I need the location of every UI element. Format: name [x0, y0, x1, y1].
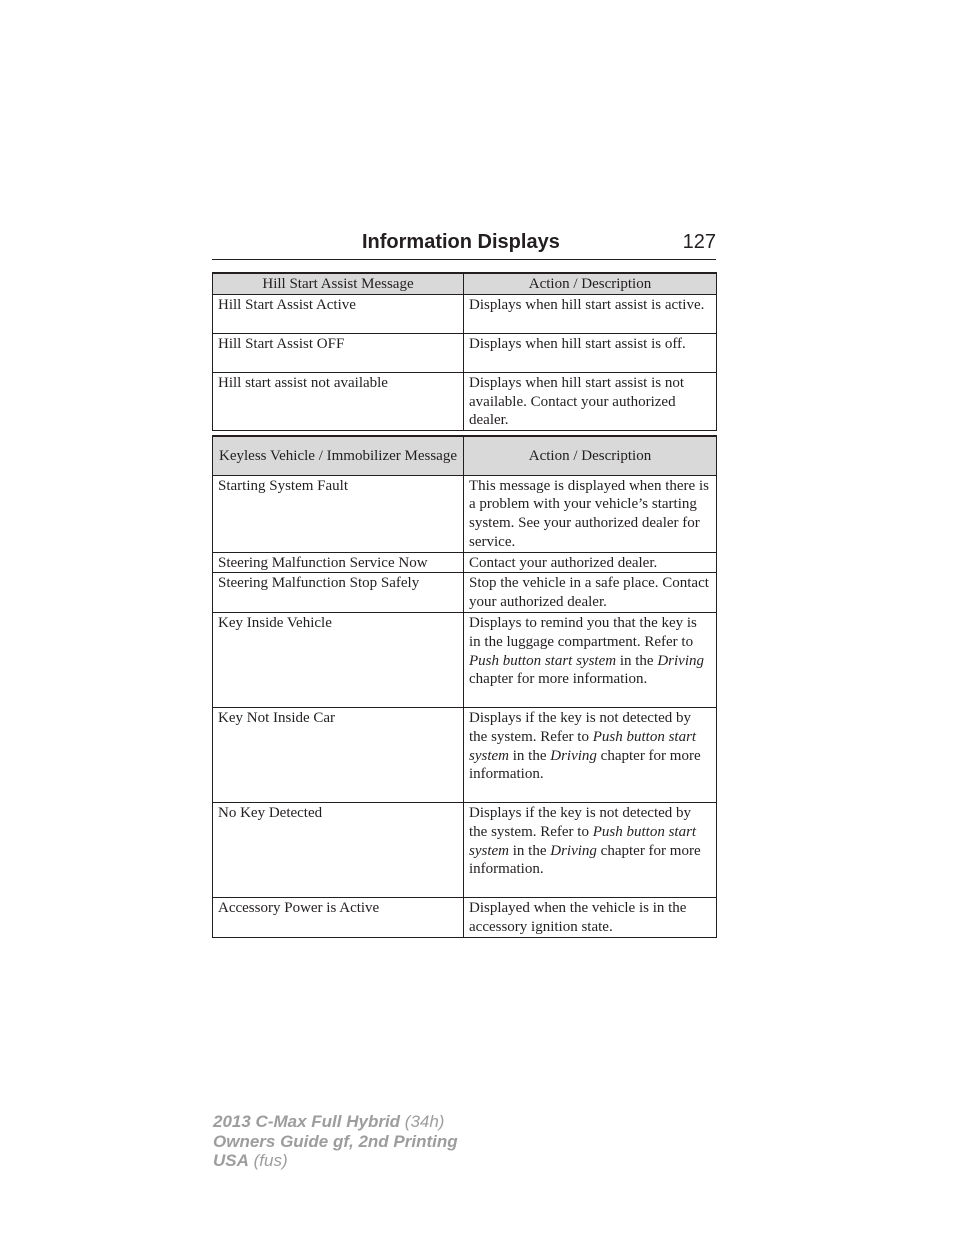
footer-line-guide: Owners Guide gf, 2nd Printing: [213, 1131, 458, 1151]
footer-line-model: [213, 1112, 458, 1132]
footer-market-code: (fus): [248, 1151, 288, 1170]
description-text: Displays to remind you that the key is in the luggage compartment. Refer to: [469, 615, 697, 650]
column-header-description: Action / Description: [464, 273, 717, 294]
description-cell: [464, 708, 717, 803]
table-row: [213, 573, 717, 613]
description-cell: Stop the vehicle in a safe place. Contact your authorized dealer.: [464, 573, 717, 613]
cross-reference: Push button start system: [469, 823, 697, 859]
description-text: in the: [616, 652, 658, 669]
message-cell: No Key Detected: [213, 803, 464, 898]
chapter-reference: Driving: [550, 747, 597, 764]
description-cell: This message is displayed when there is a problem with your vehicle’s starting system. See your authorized dealer for service.: [464, 475, 717, 552]
description-text: Displays if the key is not detected by the system. Refer to: [469, 805, 692, 840]
chapter-reference: Driving: [550, 842, 597, 859]
description-text: Displays if the key is not detected by the system. Refer to: [469, 710, 692, 745]
column-header-message: Hill Start Assist Message: [213, 273, 464, 294]
message-cell: Key Not Inside Car: [213, 708, 464, 803]
table-row: [213, 475, 717, 552]
footer-model-name: 2013 C-Max Full Hybrid: [213, 1112, 401, 1131]
table-row: [213, 613, 717, 708]
document-footer: [213, 1112, 458, 1171]
description-text: chapter for more information.: [469, 747, 701, 783]
column-header-description: Action / Description: [464, 436, 717, 475]
table-row: [213, 372, 717, 430]
description-cell: [464, 613, 717, 708]
description-cell: Displays when hill start assist is active.: [464, 294, 717, 333]
column-header-message: Keyless Vehicle / Immobilizer Message: [213, 436, 464, 475]
footer-market-name: USA: [213, 1151, 249, 1170]
description-text: chapter for more information.: [469, 671, 648, 688]
table-row: [213, 708, 717, 803]
hill-start-assist-table: [212, 272, 717, 431]
keyless-vehicle-immobilizer-table: [212, 435, 717, 938]
page-header: [212, 229, 716, 260]
table-row: [213, 333, 717, 372]
message-cell: Hill start assist not available: [213, 372, 464, 430]
message-cell: Hill Start Assist Active: [213, 294, 464, 333]
description-cell: Displays when hill start assist is not available. Contact your authorized dealer.: [464, 372, 717, 430]
description-text: chapter for more information.: [469, 842, 701, 878]
chapter-reference: Driving: [657, 652, 705, 669]
cross-reference: Push button start system: [469, 652, 617, 669]
description-cell: Displayed when the vehicle is in the accessory ignition state.: [464, 898, 717, 938]
message-cell: Starting System Fault: [213, 475, 464, 552]
description-cell: [464, 803, 717, 898]
message-cell: Key Inside Vehicle: [213, 613, 464, 708]
cross-reference: Push button start system: [469, 728, 697, 764]
message-cell: Accessory Power is Active: [213, 898, 464, 938]
description-cell: Contact your authorized dealer.: [464, 552, 717, 573]
table-row: [213, 898, 717, 938]
message-cell: Steering Malfunction Stop Safely: [213, 573, 464, 613]
table-row: [213, 294, 717, 333]
footer-model-code: (34h): [400, 1112, 445, 1131]
section-title: Information Displays: [362, 231, 560, 253]
page-number: 127: [682, 231, 716, 253]
table-row: [213, 803, 717, 898]
message-cell: Hill Start Assist OFF: [213, 333, 464, 372]
table-row: [213, 552, 717, 573]
table-header-row: [213, 273, 717, 294]
description-text: in the: [509, 747, 551, 764]
description-cell: Displays when hill start assist is off.: [464, 333, 717, 372]
table-header-row: [213, 436, 717, 475]
footer-line-market: [213, 1151, 458, 1171]
message-cell: Steering Malfunction Service Now: [213, 552, 464, 573]
description-text: in the: [509, 842, 551, 859]
